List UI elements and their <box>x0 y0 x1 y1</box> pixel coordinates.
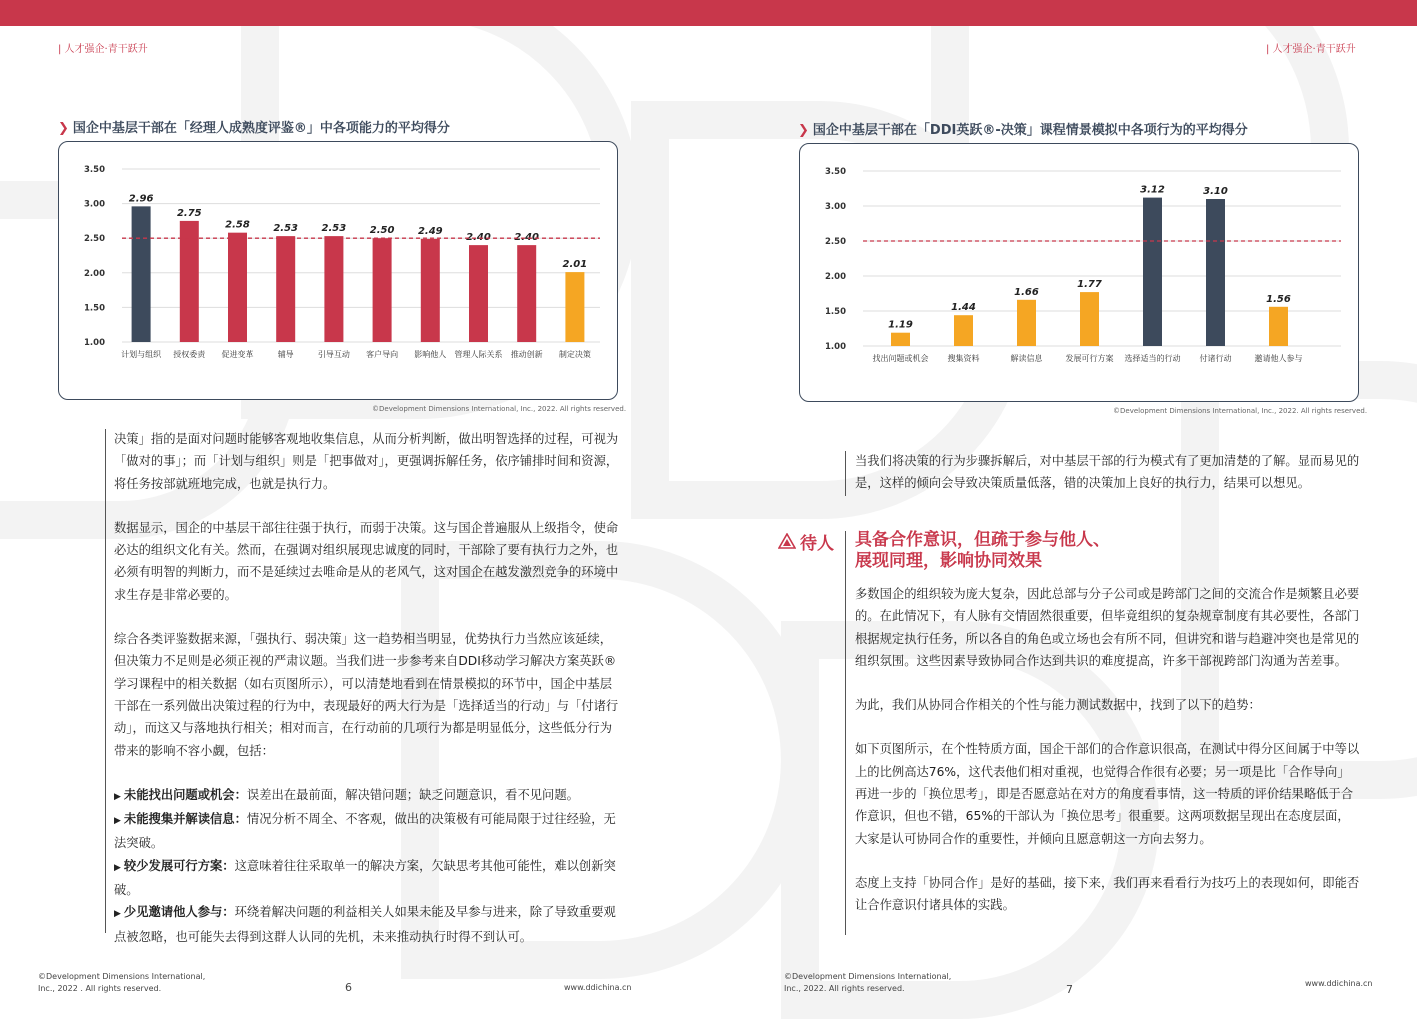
footer-copy-line: Inc., 2022 . All rights reserved. <box>38 984 162 993</box>
y-tick-label: 1.50 <box>84 303 105 314</box>
warning-triangle-icon <box>778 533 796 549</box>
header-tag-left: | 人才强企·青干跃升 <box>58 44 148 55</box>
y-tick-label: 3.00 <box>825 202 846 212</box>
left-chart-frame <box>58 141 618 400</box>
bullet-heading: 未能搜集并解读信息： <box>123 812 247 827</box>
y-tick-label: 2.50 <box>84 234 105 245</box>
left-paragraph-3: 综合各类评鉴数据来源，「强执行、弱决策」这一趋势相当明显，优势执行力当然应该延续，但决策力不足则是必须正视的严肃议题。当我们进一步参考来自DDI移动学习解决方案英跃®学习课程中的相关数据（如右页图所示），可以清楚地看到在情景模拟的环节中，国企中基层干部在一系列做出决策过程的行为中，表现最好的两大行为是「选择适当的行动」与「付诸行动」，而这又与落地执行相关；相对而言，在行动前的几项行为都是明显低分，这些低分行为带来的影响不容小觑，包括： <box>114 632 619 758</box>
bar <box>132 206 151 342</box>
section-tag: 待人 <box>800 534 834 554</box>
x-tick-label: 选择适当的行动 <box>1124 354 1181 363</box>
x-tick-label: 授权委责 <box>173 350 206 359</box>
bar <box>891 333 910 346</box>
bar <box>517 245 536 342</box>
footer-copy-line: Inc., 2022. All rights reserved. <box>784 984 905 993</box>
left-paragraph-2: 数据显示，国企的中基层干部往往强于执行，而弱于决策。这与国企普遍服从上级指令，使命必达的组织文化有关。然而，在强调对组织展现忠诚度的同时，干部除了要有执行力之外，也必须有明智的判断力，而不是延续过去唯命是从的老风气，这对国企在越发激烈竞争的环境中求生存是非常必要的。 <box>114 520 619 602</box>
x-tick-label: 管理人际关系 <box>454 350 503 359</box>
data-label: 3.10 <box>1203 186 1228 197</box>
bullet-text: 情况分析不周全、不客观，做出的决策极有可能局限于过往经验，无法突破。 <box>114 812 616 851</box>
left-chart-title <box>58 117 450 136</box>
right-paragraph-4: 态度上支持「协同合作」是好的基础，接下来，我们再来看看行为技巧上的表现如何，即能否让合作意识付诸具体的实践。 <box>855 875 1360 913</box>
x-tick-label: 辅导 <box>277 350 294 359</box>
data-label: 2.53 <box>321 223 347 235</box>
y-tick-label: 3.50 <box>825 167 846 177</box>
data-label: 1.44 <box>951 302 976 314</box>
left-chart-copyright: ©Development Dimensions International, Inc., 2022. All rights reserved. <box>372 405 627 413</box>
bar <box>1080 292 1099 346</box>
data-label: 1.19 <box>888 319 913 331</box>
x-tick-label: 促进变革 <box>221 350 254 359</box>
x-tick-label: 推动创新 <box>510 350 543 359</box>
y-tick-label: 2.50 <box>825 237 846 247</box>
y-tick-label: 1.00 <box>84 338 105 348</box>
data-label: 2.53 <box>273 223 299 235</box>
bar <box>1143 198 1162 346</box>
footer-copy-line: ©Development Dimensions International, <box>38 972 206 981</box>
bullet-item <box>114 855 620 902</box>
data-label: 2.75 <box>176 207 202 219</box>
x-tick-label: 搜集资料 <box>947 354 980 363</box>
page-number-left: 6 <box>345 981 352 994</box>
bullet-heading: 未能找出问题或机会： <box>123 787 247 802</box>
bar <box>228 233 247 342</box>
y-tick-label: 3.50 <box>84 165 105 175</box>
x-tick-label: 邀请他人参与 <box>1254 354 1303 363</box>
right-intro <box>855 450 1361 495</box>
bar <box>324 236 343 342</box>
bullet-item <box>114 901 620 948</box>
left-chart-title-text: 国企中基层干部在「经理人成熟度评鉴®」中各项能力的平均得分 <box>72 121 450 136</box>
right-chart-title <box>798 119 1248 138</box>
data-label: 2.50 <box>369 225 395 237</box>
bullet-text: 这意味着往往采取单一的解决方案，欠缺思考其他可能性，难以创新突破。 <box>114 858 616 898</box>
chevron-right-icon: ❯ <box>798 123 809 138</box>
y-tick-label: 1.00 <box>825 342 846 352</box>
bullet-text: 环绕着解决问题的利益相关人如果未能及早参与进来，除了导致重要观点被忽略，也可能失去得到这群人认同的先机，未来推动执行时得不到认可。 <box>114 905 616 944</box>
right-column-rule <box>845 531 846 935</box>
x-tick-label: 客户导向 <box>366 350 399 359</box>
y-tick-label: 2.00 <box>825 272 846 282</box>
triangle-bullet-icon: ▶ <box>114 791 121 802</box>
triangle-bullet-icon: ▶ <box>114 862 121 873</box>
bar <box>954 315 973 346</box>
right-bar-chart <box>800 144 1360 403</box>
data-label: 2.58 <box>225 219 250 231</box>
x-tick-label: 解读信息 <box>1010 354 1043 363</box>
bullet-text: 误差出在最前面，解决错问题；缺乏问题意识，看不见问题。 <box>246 787 579 802</box>
x-tick-label: 计划与组织 <box>121 350 162 359</box>
footer-url-right[interactable]: www.ddichina.cn <box>1305 979 1373 988</box>
data-label: 3.12 <box>1140 184 1165 196</box>
y-tick-label: 1.50 <box>825 307 846 317</box>
right-paragraph-1: 多数国企的组织较为庞大复杂，因此总部与分子公司或是跨部门之间的交流合作是频繁且必要的。在此情况下，有人脉有交情固然很重要，但毕竟组织的复杂规章制度有其必要性，各部门根据规定执行任务，所以各自的角色或立场也会有所不同，但讲究和谐与趋避冲突也是常见的组织氛围。这些因素导致协同合作达到共识的难度提高，许多干部视跨部门沟通为苦差事。 <box>855 587 1360 668</box>
right-column-rule-top <box>845 451 846 496</box>
bar <box>565 272 584 342</box>
footer-copy-line: ©Development Dimensions International, <box>784 972 952 981</box>
left-column-rule <box>105 429 106 933</box>
left-bar-chart <box>59 142 619 401</box>
footer-copyright-right <box>784 971 951 995</box>
x-tick-label: 找出问题或机会 <box>872 354 929 363</box>
right-body <box>855 583 1361 917</box>
x-tick-label: 引导互动 <box>317 350 350 359</box>
y-tick-label: 3.00 <box>84 199 105 210</box>
chevron-right-icon: ❯ <box>58 121 69 136</box>
bar <box>373 238 392 342</box>
footer-url-left[interactable]: www.ddichina.cn <box>564 983 632 992</box>
bar <box>1269 307 1288 346</box>
left-paragraph-1: 决策」指的是面对问题时能够客观地收集信息，从而分析判断，做出明智选择的过程，可视为「做对的事」；而「计划与组织」则是「把事做对」，更强调拆解任务，依序铺排时间和资源，将任务按部就班地完成，也就是执行力。 <box>114 432 619 491</box>
bar <box>1017 300 1036 346</box>
data-label: 1.77 <box>1077 279 1102 291</box>
right-chart-title-text: 国企中基层干部在「DDI英跃®-决策」课程情景模拟中各项行为的平均得分 <box>812 123 1248 138</box>
right-chart-frame <box>799 143 1359 402</box>
section-title <box>855 530 1110 572</box>
right-paragraph-0: 当我们将决策的行为步骤拆解后，对中基层干部的行为模式有了更加清楚的了解。显而易见的是，这样的倾向会导致决策质量低落，错的决策加上良好的执行力，结果可以想见。 <box>855 454 1360 491</box>
section-title-line-1: 具备合作意识，但疏于参与他人、 <box>855 530 1110 550</box>
x-tick-label: 影响他人 <box>414 350 447 359</box>
page-number-right: 7 <box>1066 983 1073 996</box>
section-title-line-2: 展现同理，影响协同效果 <box>855 551 1042 571</box>
top-color-bar <box>0 0 1417 26</box>
footer-copyright-left <box>38 971 205 995</box>
data-label: 2.96 <box>128 193 154 205</box>
bullet-item <box>114 784 620 808</box>
header-tag-right: | 人才强企·青干跃升 <box>1266 44 1356 55</box>
x-tick-label: 发展可行方案 <box>1065 354 1114 363</box>
bar <box>180 221 199 342</box>
x-tick-label: 制定决策 <box>558 350 591 359</box>
bullet-heading: 较少发展可行方案： <box>123 858 235 873</box>
right-paragraph-3: 如下页图所示，在个性特质方面，国企干部们的合作意识很高，在测试中得分区间属于中等以上的比例高达76%，这代表他们相对重视，也觉得合作很有必要；另一项是比「合作导向」再进一步的「换位思考」，即是否愿意站在对方的角度看事情，这一特质的评价结果略低于合作意识，但也不错，65%的干部认为「换位思考」很重要。这两项数据呈现出在态度层面，大家是认可协同合作的重要性，并倾向且愿意朝这一方向去努力。 <box>855 742 1360 846</box>
bar <box>1206 199 1225 346</box>
right-chart-copyright: ©Development Dimensions International, Inc., 2022. All rights reserved. <box>1113 407 1368 415</box>
right-paragraph-2: 为此，我们从协同合作相关的个性与能力测试数据中，找到了以下的趋势： <box>855 698 1261 713</box>
triangle-bullet-icon: ▶ <box>114 816 121 827</box>
data-label: 1.56 <box>1266 293 1291 305</box>
bullet-heading: 少见邀请他人参与： <box>123 905 235 920</box>
data-label: 1.66 <box>1014 286 1039 298</box>
x-tick-label: 付诸行动 <box>1199 354 1232 363</box>
y-tick-label: 2.00 <box>84 268 105 279</box>
bar <box>276 236 295 342</box>
data-label: 2.49 <box>417 225 443 237</box>
bar <box>469 245 488 342</box>
bar <box>421 239 440 342</box>
triangle-bullet-icon: ▶ <box>114 909 121 920</box>
data-label: 2.40 <box>466 232 491 244</box>
data-label: 2.40 <box>514 232 540 244</box>
data-label: 2.01 <box>562 259 588 271</box>
bullet-item <box>114 808 620 855</box>
left-body <box>114 428 620 948</box>
